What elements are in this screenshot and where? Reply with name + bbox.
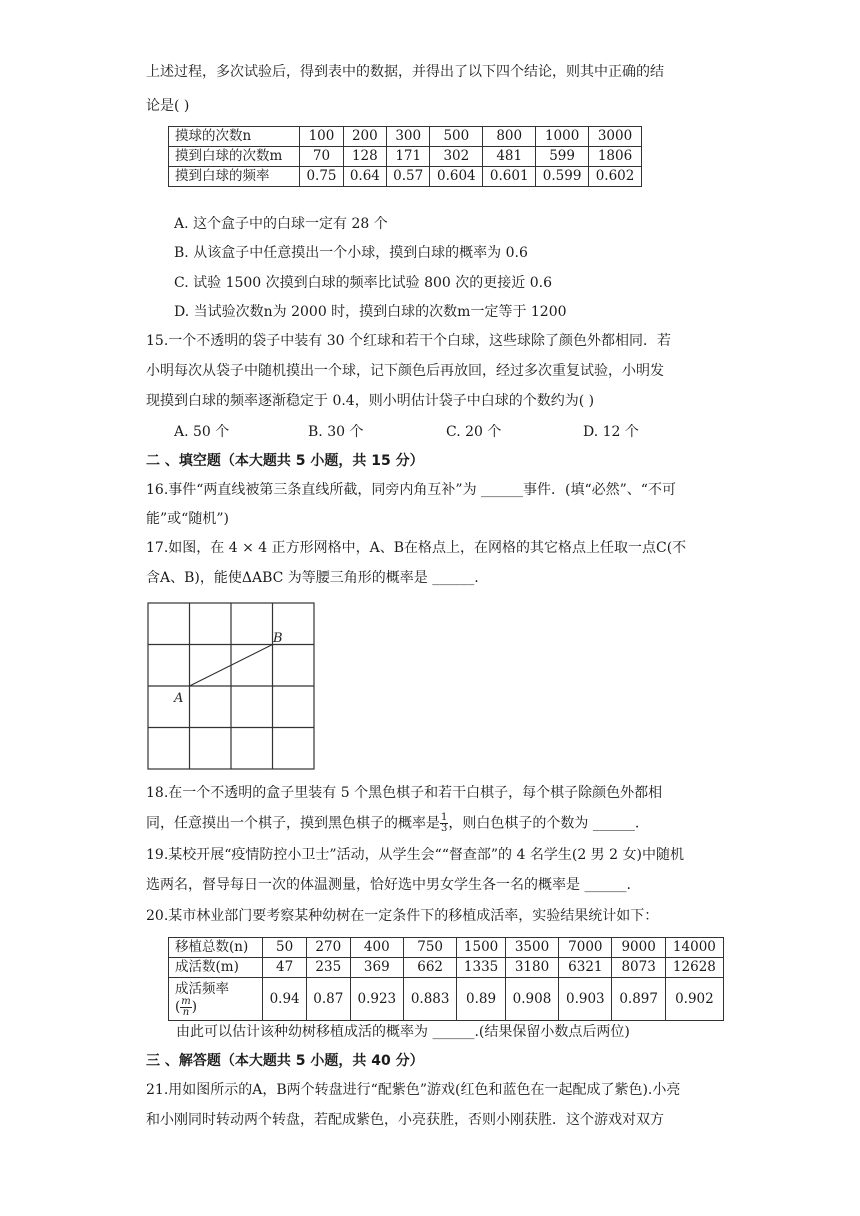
table-cell: 128: [343, 147, 386, 167]
q18-line-2: [146, 813, 726, 834]
row-header-cell: [169, 978, 263, 1021]
table-cell: 0.57: [387, 167, 430, 187]
table-row: [169, 938, 724, 958]
table-cell: 662: [403, 958, 456, 978]
q17-line-1: 17.如图，在 4 × 4 正方形网格中，A、B在格点上，在网格的其它格点上任取一点C(不: [146, 540, 687, 556]
tree-survival-table: [168, 937, 724, 1021]
table-cell: 12628: [665, 958, 723, 978]
table-cell: 0.94: [263, 978, 307, 1021]
table-cell: 0.75: [300, 167, 343, 187]
table-cell: 8073: [612, 958, 665, 978]
table-cell: 500: [430, 127, 483, 147]
q14-option-b: B. 从该盒子中任意摸出一个小球，摸到白球的概率为 0.6: [174, 245, 528, 261]
q20-conclusion: 由此可以估计该种幼树移植成活的概率为 ______.(结果保留小数点后两位): [176, 1024, 630, 1040]
q18-line-2-pre: 同，任意摸出一个棋子，摸到黑色棋子的概率是: [146, 815, 440, 832]
table-cell: 0.89: [457, 978, 506, 1021]
table-cell: 9000: [612, 938, 665, 958]
table-cell: 47: [263, 958, 307, 978]
table-cell: 0.883: [403, 978, 456, 1021]
table-row: [169, 127, 642, 147]
table-cell: 0.601: [483, 167, 536, 187]
table-cell: 400: [350, 938, 403, 958]
section-answer-heading: 三 、解答题（本大题共 5 小题，共 40 分）: [146, 1053, 424, 1069]
table-cell: 750: [403, 938, 456, 958]
table-cell: 0.897: [612, 978, 665, 1021]
table-cell: 0.923: [350, 978, 403, 1021]
q15-line-1: 15.一个不透明的袋子中装有 30 个红球和若干个白球，这些球除了颜色外都相同．若: [146, 333, 671, 349]
table-cell: 50: [263, 938, 307, 958]
point-b-label: B: [273, 631, 283, 646]
table-row: [169, 167, 642, 187]
table-cell: 369: [350, 958, 403, 978]
q14-option-d: D. 当试验次数n为 2000 时，摸到白球的次数m一定等于 1200: [174, 304, 567, 320]
row-header-cell: 摸到白球的频率: [169, 167, 300, 187]
q18-fraction-numerator: 1: [441, 812, 448, 823]
table-cell: 0.908: [505, 978, 558, 1021]
table-cell: 3180: [505, 958, 558, 978]
table-cell: 800: [483, 127, 536, 147]
table-cell: 0.602: [589, 167, 642, 187]
row-header-cell: 移植总数(n): [169, 938, 263, 958]
table-cell: 6321: [559, 958, 612, 978]
table-cell: 0.64: [343, 167, 386, 187]
q15-option-c: C. 20 个: [446, 424, 502, 440]
q21-line-1: 21.用如图所示的A，B两个转盘进行“配紫色”游戏(红色和蓝色在一起配成了紫色).小亮: [146, 1082, 681, 1098]
row-header-cell: 摸球的次数n: [169, 127, 300, 147]
table-cell: 0.902: [665, 978, 723, 1021]
intro-line-1: 上述过程，多次试验后，得到表中的数据，并得出了以下四个结论，则其中正确的结: [146, 64, 664, 80]
q21-line-2: 和小刚同时转动两个转盘，若配成紫色，小亮获胜，否则小刚获胜．这个游戏对双方: [146, 1112, 664, 1128]
q15-line-2: 小明每次从袋子中随机摸出一个球，记下颜色后再放回，经过多次重复试验，小明发: [146, 363, 664, 379]
table-row: [169, 958, 724, 978]
table-cell: 1806: [589, 147, 642, 167]
q19-line-1: 19.某校开展“疫情防控小卫士”活动，从学生会““督查部”的 4 名学生(2 男 2 女)中随机: [146, 847, 684, 863]
table-cell: 235: [306, 958, 350, 978]
table-row: [169, 147, 642, 167]
table-cell: 0.87: [306, 978, 350, 1021]
q14-option-c: C. 试验 1500 次摸到白球的频率比试验 800 次的更接近 0.6: [174, 275, 552, 291]
q15-line-3: 现摸到白球的频率逐渐稳定于 0.4，则小明估计袋子中白球的个数约为( ): [146, 393, 595, 409]
table-cell: 70: [300, 147, 343, 167]
q20-line-1: 20.某市林业部门要考察某种幼树在一定条件下的移植成活率，实验结果统计如下：: [146, 908, 659, 924]
table-cell: 302: [430, 147, 483, 167]
freq-label: 成活频率: [175, 980, 229, 997]
table-cell: 300: [387, 127, 430, 147]
table-row: [169, 978, 724, 1021]
q16-line-1: 16.事件“两直线被第三条直线所截，同旁内角互补”为 ______事件．(填“必然”、“不可: [146, 482, 676, 498]
table-cell: 481: [483, 147, 536, 167]
table-cell: 270: [306, 938, 350, 958]
table-cell: 0.599: [536, 167, 589, 187]
point-a-label: A: [174, 691, 184, 706]
q17-line-2: 含A、B)，能使ΔABC 为等腰三角形的概率是 ______.: [146, 570, 479, 586]
table-cell: 100: [300, 127, 343, 147]
table-cell: 0.903: [559, 978, 612, 1021]
q14-option-a: A. 这个盒子中的白球一定有 28 个: [174, 216, 388, 232]
row-header-cell: 摸到白球的次数m: [169, 147, 300, 167]
ball-experiment-table: [168, 126, 642, 187]
freq-fraction: ( $\frac{m}{n}$ ): [175, 995, 198, 1018]
table-cell: 7000: [559, 938, 612, 958]
q15-option-a: A. 50 个: [174, 424, 230, 440]
intro-line-2: 论是( ): [146, 98, 190, 114]
table-cell: 0.604: [430, 167, 483, 187]
table-cell: 1500: [457, 938, 506, 958]
table-cell: 200: [343, 127, 386, 147]
q18-line-1: 18.在一个不透明的盒子里装有 5 个黑色棋子和若干白棋子，每个棋子除颜色外都相: [146, 785, 663, 801]
table-cell: 1000: [536, 127, 589, 147]
q18-fraction-denominator: 3: [441, 823, 448, 834]
table-cell: 1335: [457, 958, 506, 978]
q19-line-2: 选两名，督导每日一次的体温测量，恰好选中男女学生各一名的概率是 ______.: [146, 877, 631, 893]
table-cell: 3000: [589, 127, 642, 147]
table-cell: 3500: [505, 938, 558, 958]
table-cell: 171: [387, 147, 430, 167]
q16-line-2: 能”或“随机”): [146, 511, 229, 527]
q18-line-2-post: ，则白色棋子的个数为 ______.: [448, 815, 640, 832]
table-cell: 14000: [665, 938, 723, 958]
section-fill-in-heading: 二 、填空题（本大题共 5 小题，共 15 分）: [146, 453, 424, 469]
square-grid-figure: [147, 602, 317, 772]
q15-option-d: D. 12 个: [583, 424, 639, 440]
row-header-cell: 成活数(m): [169, 958, 263, 978]
q15-option-b: B. 30 个: [308, 424, 364, 440]
table-cell: 599: [536, 147, 589, 167]
grid-lines: [148, 603, 314, 769]
